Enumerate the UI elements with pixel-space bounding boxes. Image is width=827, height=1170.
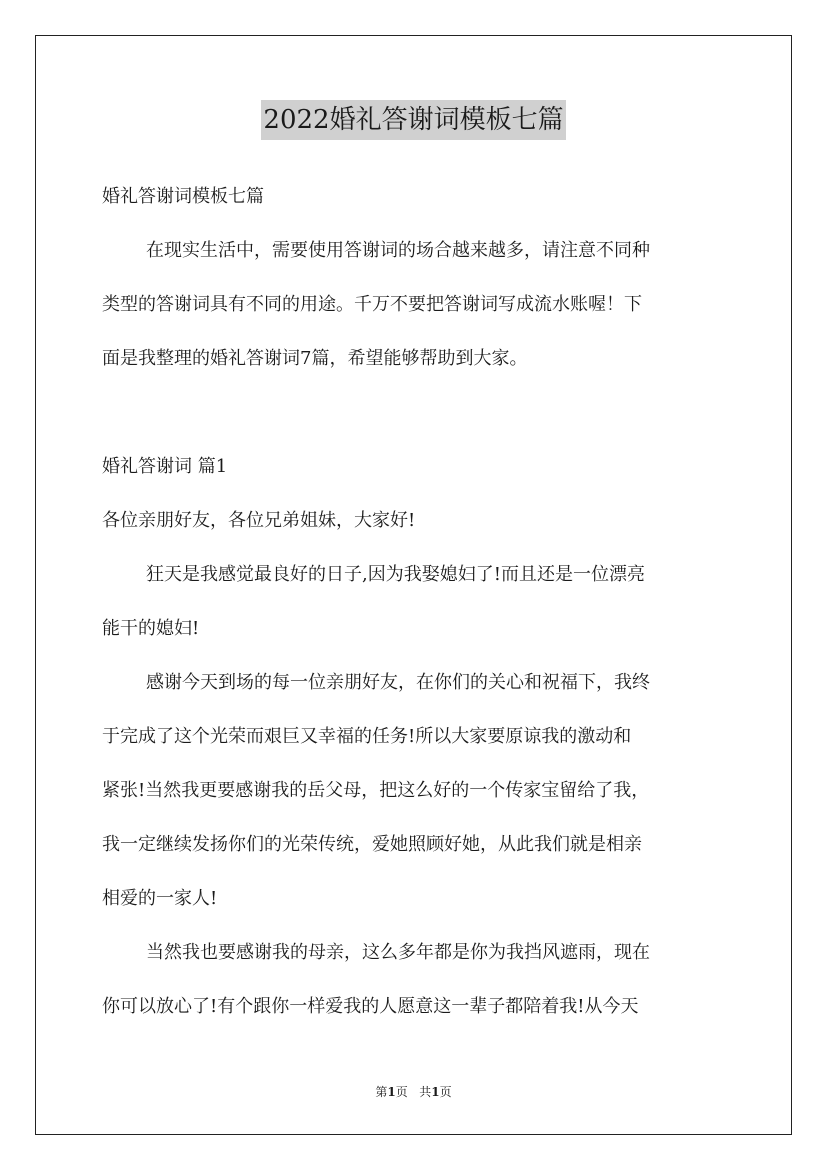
intro-line: 面是我整理的婚礼答谢词7篇，希望能够帮助到大家。 <box>102 348 528 369</box>
para3-line: 当然我也要感谢我的母亲，这么多年都是你为我挡风遮雨，现在 <box>146 942 650 963</box>
blank-line <box>102 386 724 440</box>
para1-line: 狂天是我感觉最良好的日子,因为我娶媳妇了!而且还是一位漂亮 <box>146 564 645 585</box>
page-label-suffix: 页 <box>395 1085 408 1099</box>
section-heading: 婚礼答谢词 篇1 <box>102 456 228 477</box>
total-pages: 1 <box>431 1085 440 1099</box>
para2-line: 紧张!当然我更要感谢我的岳父母，把这么好的一个传家宝留给了我， <box>102 780 650 801</box>
title-container <box>0 100 827 140</box>
page-footer <box>0 1083 827 1101</box>
para2-line: 感谢今天到场的每一位亲朋好友，在你们的关心和祝福下，我终 <box>146 672 650 693</box>
page-number: 1 <box>387 1085 396 1099</box>
intro-line: 在现实生活中，需要使用答谢词的场合越来越多，请注意不同种 <box>146 240 650 261</box>
para1-line: 能干的媳妇! <box>102 618 200 639</box>
para2-line: 相爱的一家人! <box>102 888 218 909</box>
total-label-prefix: 共 <box>419 1085 432 1099</box>
page-label-prefix: 第 <box>375 1085 388 1099</box>
para2-line: 于完成了这个光荣而艰巨又幸福的任务!所以大家要原谅我的激动和 <box>102 726 632 747</box>
document-title: 2022婚礼答谢词模板七篇 <box>261 100 565 140</box>
subtitle: 婚礼答谢词模板七篇 <box>102 186 264 207</box>
total-label-suffix: 页 <box>439 1085 452 1099</box>
document-body <box>102 170 724 1034</box>
para2-line: 我一定继续发扬你们的光荣传统，爱她照顾好她，从此我们就是相亲 <box>102 834 642 855</box>
intro-line: 类型的答谢词具有不同的用途。千万不要把答谢词写成流水账喔！下 <box>102 294 642 315</box>
para3-line: 你可以放心了!有个跟你一样爱我的人愿意这一辈子都陪着我!从今天 <box>102 996 639 1017</box>
greeting: 各位亲朋好友，各位兄弟姐妹，大家好! <box>102 510 416 531</box>
